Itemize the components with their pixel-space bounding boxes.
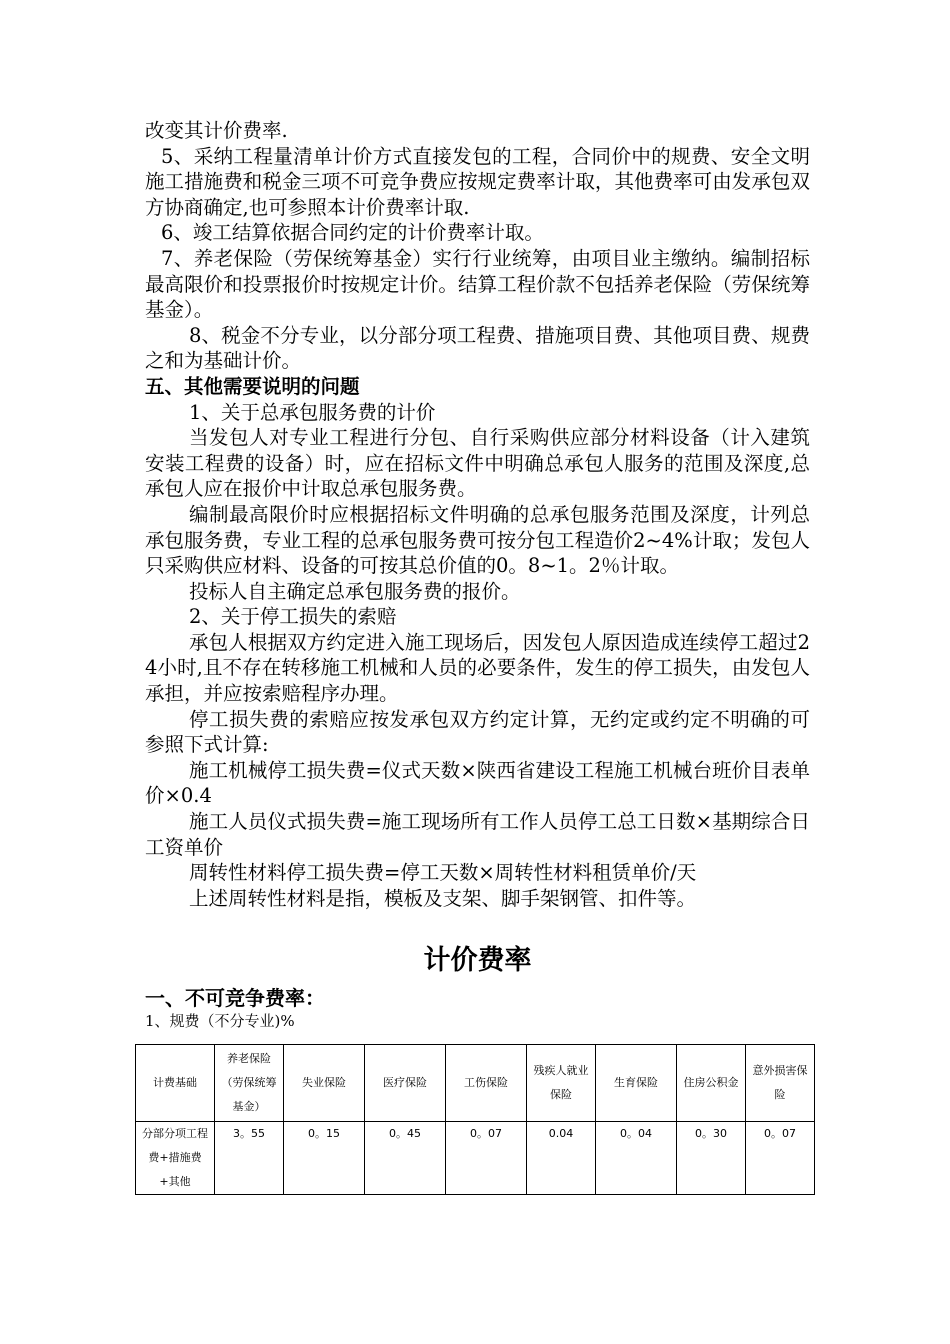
section-heading: 一、不可竞争费率：: [145, 986, 325, 1011]
paragraph: 改变其计价费率.: [145, 119, 288, 142]
subheading: 2、关于停工损失的索赔: [189, 605, 397, 629]
table-header-row: [136, 1045, 815, 1122]
table-cell: 0。15: [284, 1122, 365, 1195]
formula: 周转性材料停工损失费=停工天数×周转性材料租赁单价/天: [189, 861, 697, 885]
table-header: 住房公积金: [677, 1045, 746, 1122]
section-heading: 五、其他需要说明的问题: [145, 374, 360, 398]
page-title: 计价费率: [423, 945, 532, 977]
table-cell: 0。07: [746, 1122, 815, 1195]
table-cell: 0。45: [365, 1122, 446, 1195]
paragraph: 上述周转性材料是指，模板及支架、脚手架钢管、扣件等。: [189, 886, 697, 910]
paragraph: 投标人自主确定总承包服务费的报价。: [189, 579, 521, 603]
table-header: 失业保险: [284, 1045, 365, 1122]
document-body: [145, 118, 810, 1031]
paragraph: 8、税金不分专业，以分部分项工程费、措施项目费、其他项目费、规费之和为基础计价。: [145, 323, 810, 373]
paragraph: 当发包人对专业工程进行分包、自行采购供应部分材料设备（计入建筑安装工程费的设备）时，应在招标文件中明确总承包人服务的范围及深度,总承包人应在报价中计取总承包服务费。: [145, 426, 810, 501]
formula: 施工人员仪式损失费=施工现场所有工作人员停工总工日数×基期综合日工资单价: [145, 810, 810, 859]
paragraph: 5、采纳工程量清单计价方式直接发包的工程，合同价中的规费、安全文明施工措施费和税金三项不可竞争费应按规定费率计取，其他费率可由发承包双方协商确定,也可参照本计价费率计取.: [145, 144, 810, 219]
paragraph: 编制最高限价时应根据招标文件明确的总承包服务范围及深度，计列总承包服务费，专业工程的总承包服务费可按分包工程造价2~4%计取；发包人只采购供应材料、设备的可按其总价值的0。8~1。2％计取。: [145, 502, 810, 578]
paragraph: 7、养老保险（劳保统筹基金）实行行业统筹，由项目业主缴纳。编制招标最高限价和投票报价时按规定计价。结算工程价款不包括养老保险（劳保统筹基金）。: [145, 246, 810, 322]
table-cell: 3。55: [215, 1122, 284, 1195]
paragraph: 承包人根据双方约定进入施工现场后，因发包人原因造成连续停工超过24小时,且不存在转移施工机械和人员的必要条件，发生的停工损失，由发包人承担，并应按索赔程序办理。: [145, 630, 810, 706]
paragraph: 6、竣工结算依据合同约定的计价费率计取。: [161, 221, 544, 245]
table-row: [136, 1122, 815, 1195]
fee-rate-table: [135, 1044, 815, 1195]
table-header: 计费基础: [136, 1045, 215, 1122]
paragraph: 停工损失费的索赔应按发承包双方约定计算，无约定或约定不明确的可参照下式计算:: [145, 707, 810, 757]
table-cell: 0.04: [527, 1122, 596, 1195]
table-cell: 分部分项工程费+措施费+其他: [136, 1122, 215, 1195]
formula: 施工机械停工损失费=仪式天数×陕西省建设工程施工机械台班价目表单价×0.4: [145, 758, 810, 808]
table-cell: 0。04: [596, 1122, 677, 1195]
subsection-label: 1、规费（不分专业)%: [145, 1012, 295, 1031]
table-cell: 0。30: [677, 1122, 746, 1195]
table-header: 生育保险: [596, 1045, 677, 1122]
subheading: 1、关于总承包服务费的计价: [189, 400, 436, 424]
table-cell: 0。07: [446, 1122, 527, 1195]
table-header: 残疾人就业保险: [527, 1045, 596, 1122]
table-header: 养老保险（劳保统筹基金）: [215, 1045, 284, 1122]
table-header: 工伤保险: [446, 1045, 527, 1122]
table-header: 意外损害保险: [746, 1045, 815, 1122]
table-header: 医疗保险: [365, 1045, 446, 1122]
